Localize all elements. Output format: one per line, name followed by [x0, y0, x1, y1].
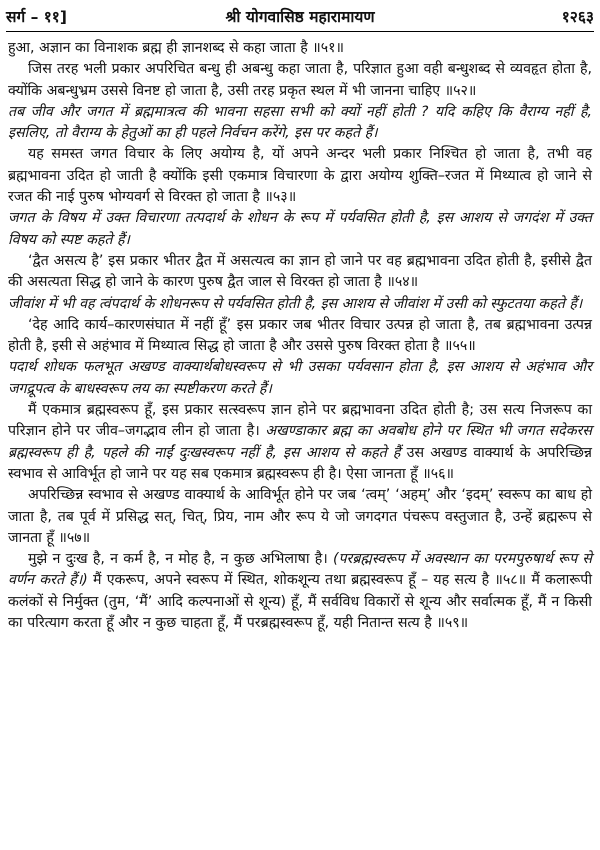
verse-paragraph: हुआ, अज्ञान का विनाशक ब्रह्म ही ज्ञानशब्द से कहा जाता है ॥५१॥: [8, 40, 345, 56]
commentary-span: अखण्डाकार ब्रह्म का अवबोध होने पर स्थित भी जगत सदेकरस ब्रह्मस्वरूप ही है, पहले की नाईं दुःखस्वरूप नहीं है, इस आशय से कहते हैं: [8, 423, 592, 461]
verse-span: उस अखण्ड वाक्यार्थ के अपरिच्छिन्न स्वभाव से आविर्भूत हो जाने पर यह सब एकमात्र ब्रह्मस्वरूप ही है। ऐसा जानता हूँ ॥५६॥: [8, 444, 592, 482]
header-rule: [6, 31, 594, 32]
page-header: [6, 4, 594, 30]
verse-paragraph: ‘द्वैत असत्य है’ इस प्रकार भीतर द्वैत में असत्यत्व का ज्ञान हो जाने पर वह ब्रह्मभावना उदित होती है, इसीसे द्वैत की असत्यता सिद्ध हो जाने के कारण पुरुष द्वैत जाल से विरक्त हो जाता है ॥५४॥: [8, 252, 592, 291]
verse-paragraph: [8, 400, 592, 485]
verse-paragraph: [8, 549, 592, 634]
verse-span: मुझे न दुःख है, न कर्म है, न मोह है, न कुछ अभिलाषा है।: [28, 551, 333, 568]
verse-span: मैं एकमात्र ब्रह्मस्वरूप हूँ, इस प्रकार सत्स्वरूप ज्ञान होने पर ब्रह्मभावना उदित होती है; उस सत्य निजरूप का परिज्ञान होने पर जीव–जगद्भाव लीन हो जाता है।: [8, 402, 592, 440]
commentary-paragraph: जीवांश में भी वह त्वंपदार्थ के शोधनरूप से पर्यवसित होती है, इस आशय से जीवांश में उसी को स्फुटतया कहते हैं।: [8, 295, 583, 312]
verse-paragraph: ‘देह आदि कार्य–कारणसंघात में नहीं हूँ’ इस प्रकार जब भीतर विचार उत्पन्न हो जाता है, तब ब्रह्मभावना उत्पन्न होती है, इसी से अहंभाव में मिथ्यात्व सिद्ध हो जाता है और उससे पुरुष विरक्त होता है ॥५५॥: [8, 316, 592, 355]
verse-paragraph: अपरिच्छिन्न स्वभाव से अखण्ड वाक्यार्थ के आविर्भूत होने पर जब ‘त्वम्’ ‘अहम्’ और ‘इदम्’ स्वरूप का बाध हो जाता है, तब पूर्व में प्रसिद्ध सत्, चित्, प्रिय, नाम और रूप ये जो जगदगत पंचरूप वस्तुजात है, उन्हें ब्रह्मरूप से जानता हूँ ॥५७॥: [8, 487, 592, 546]
commentary-paragraph: पदार्थ शोधक फलभूत अखण्ड वाक्यार्थबोधस्वरूप से भी उसका पर्यवसान होता है, इस आशय से अहंभाव और जगद्रूपत्व के बाधस्वरूप लय का स्पष्टीकरण करते हैं।: [8, 359, 592, 397]
verse-paragraph: जिस तरह भली प्रकार अपरिचित बन्धु ही अबन्धु कहा जाता है, परिज्ञात हुआ वही बन्धुशब्द से व्यवहृत होता है, क्योंकि अबन्धुभ्रम उससे विनष्ट हो जाता है, उसी तरह प्रकृत स्थल में भी जानना चाहिए ॥५२॥: [8, 61, 592, 99]
commentary-paragraph: तब जीव और जगत में ब्रह्ममात्रत्व की भावना सहसा सभी को क्यों नहीं होती ? यदि कहिए कि वैराग्य नहीं है, इसलिए, तो वैराग्य के हेतुओं का ही पहले निर्वचन करेंगे, इस पर कहते हैं।: [8, 103, 592, 142]
chapter-label: सर्ग – ११]: [6, 8, 67, 26]
verse-span: मैं एकरूप, अपने स्वरूप में स्थित, शोकशून्य तथा ब्रह्मस्वरूप हूँ – यह सत्य है ॥५८॥ मैं कलारूपी कलंकों से निर्मुक्त (तुम, ‘मैं’ आदि कल्पनाओं से शून्य) हूँ, मैं सर्वविध विकारों से शून्य और सर्वात्मक हूँ, मैं न किसी का परित्याग करता हूँ और न कुछ चाहता हूँ, मैं परब्रह्मस्वरूप हूँ, यही नितान्त सत्य है ॥५९॥: [8, 572, 592, 632]
book-title: श्री योगवासिष्ठ महारामायण: [225, 8, 375, 26]
verse-paragraph: यह समस्त जगत विचार के लिए अयोग्य है, यों अपने अन्दर भली प्रकार निश्चित हो जाता है, तभी वह ब्रह्मभावना उदित हो जाती है क्योंकि इसी एकमात्र विचारणा के द्वारा अयोग्य शुक्ति–रजत में मिथ्यात्व हो जाने से रजत की नाई पुरुष भोग्यवर्ग से विरक्त हो जाता है ॥५३॥: [8, 146, 592, 206]
page-body: [8, 38, 592, 846]
page-number: १२६३: [561, 8, 594, 26]
commentary-paragraph: जगत के विषय में उक्त विचारणा तत्पदार्थ के शोधन के रूप में पर्यवसित होती है, इस आशय से जगदंश में उक्त विषय को स्पष्ट कहते हैं।: [8, 210, 592, 248]
commentary-span: (परब्रह्मस्वरूप में अवस्थान का परमपुरुषार्थ रूप से वर्णन करते हैं।): [8, 551, 592, 589]
